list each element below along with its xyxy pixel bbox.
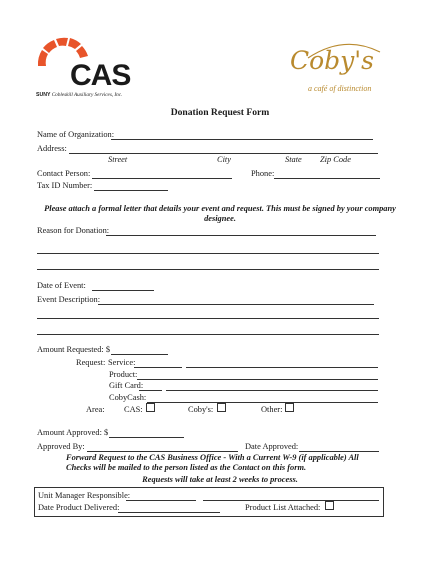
date-delivered-field[interactable] xyxy=(118,512,220,513)
amount-requested-field[interactable] xyxy=(111,354,168,355)
service-field-short[interactable] xyxy=(134,367,182,368)
area-cobys-label: Coby's: xyxy=(188,405,214,414)
event-desc-line-1[interactable] xyxy=(98,304,374,305)
product-label: Product: xyxy=(109,370,138,379)
area-label: Area: xyxy=(86,405,105,414)
product-field[interactable] xyxy=(137,379,378,380)
date-approved-label: Date Approved: xyxy=(245,442,299,451)
amount-approved-label: Amount Approved: $ xyxy=(37,428,109,437)
giftcard-field-long[interactable] xyxy=(166,390,378,391)
area-other-label: Other: xyxy=(261,405,283,414)
address-zip-caption: Zip Code xyxy=(320,155,351,164)
cas-wordmark: CAS xyxy=(70,59,131,92)
cas-logo xyxy=(34,36,154,100)
form-title: Donation Request Form xyxy=(170,107,270,118)
address-field[interactable] xyxy=(69,153,378,154)
reason-line-2[interactable] xyxy=(37,253,379,254)
weeks-note: Requests will take at least 2 weeks to process. xyxy=(142,475,298,484)
cobys-tagline: a café of distinction xyxy=(308,84,372,93)
taxid-field[interactable] xyxy=(94,190,168,191)
unit-manager-field[interactable] xyxy=(126,500,196,501)
request-label: Request: xyxy=(76,358,106,367)
service-field-long[interactable] xyxy=(186,367,378,368)
phone-label: Phone: xyxy=(251,169,275,178)
address-street-caption: Street xyxy=(108,155,128,164)
service-label: Service: xyxy=(108,358,136,367)
event-desc-label: Event Description: xyxy=(37,295,101,304)
giftcard-field-short[interactable] xyxy=(139,390,162,391)
date-event-label: Date of Event: xyxy=(37,281,86,290)
phone-field[interactable] xyxy=(274,178,380,179)
taxid-label: Tax ID Number: xyxy=(37,181,93,190)
address-label: Address: xyxy=(37,144,67,153)
attach-note: Please attach a formal letter that details your event and request. This must be signed by your company designee. xyxy=(44,204,396,223)
reason-line-3[interactable] xyxy=(37,269,379,270)
date-event-field[interactable] xyxy=(92,290,154,291)
org-field[interactable] xyxy=(111,139,373,140)
contact-label: Contact Person: xyxy=(37,169,91,178)
area-cas-checkbox[interactable] xyxy=(146,403,155,412)
cobycash-field[interactable] xyxy=(147,402,378,403)
reason-line-1[interactable] xyxy=(106,235,376,236)
product-list-checkbox[interactable] xyxy=(325,501,334,510)
event-desc-line-2[interactable] xyxy=(37,318,379,319)
event-desc-line-3[interactable] xyxy=(37,334,379,335)
approved-by-label: Approved By: xyxy=(37,442,85,451)
amount-approved-field[interactable] xyxy=(109,437,184,438)
unit-manager-label: Unit Manager Responsible: xyxy=(38,491,131,500)
cobys-wordmark: Coby's xyxy=(290,46,375,75)
giftcard-label: Gift Card: xyxy=(109,381,144,390)
forward-note: Forward Request to the CAS Business Office - With a Current W-9 (if applicable) All Checks will be mailed to the person listed as the Contact on this form. xyxy=(66,453,359,472)
area-cobys-checkbox[interactable] xyxy=(217,403,226,412)
cobycash-label: CobyCash: xyxy=(109,393,147,402)
unit-manager-field-extra[interactable] xyxy=(203,500,379,501)
cobys-logo xyxy=(286,40,396,100)
address-city-caption: City xyxy=(217,155,231,164)
area-cas-label: CAS: xyxy=(124,405,143,414)
cas-subtitle: Cobleskill Auxiliary Services, Inc. xyxy=(51,92,123,98)
product-list-label: Product List Attached: xyxy=(245,503,321,512)
cas-suny: SUNY xyxy=(36,92,51,98)
contact-field[interactable] xyxy=(92,178,232,179)
area-other-checkbox[interactable] xyxy=(285,403,294,412)
org-label: Name of Organization: xyxy=(37,130,115,139)
approved-by-field[interactable] xyxy=(87,451,238,452)
date-approved-field[interactable] xyxy=(299,451,379,452)
date-delivered-label: Date Product Delivered: xyxy=(38,503,120,512)
address-state-caption: State xyxy=(285,155,302,164)
reason-label: Reason for Donation: xyxy=(37,226,110,235)
amount-requested-label: Amount Requested: $ xyxy=(37,345,111,354)
